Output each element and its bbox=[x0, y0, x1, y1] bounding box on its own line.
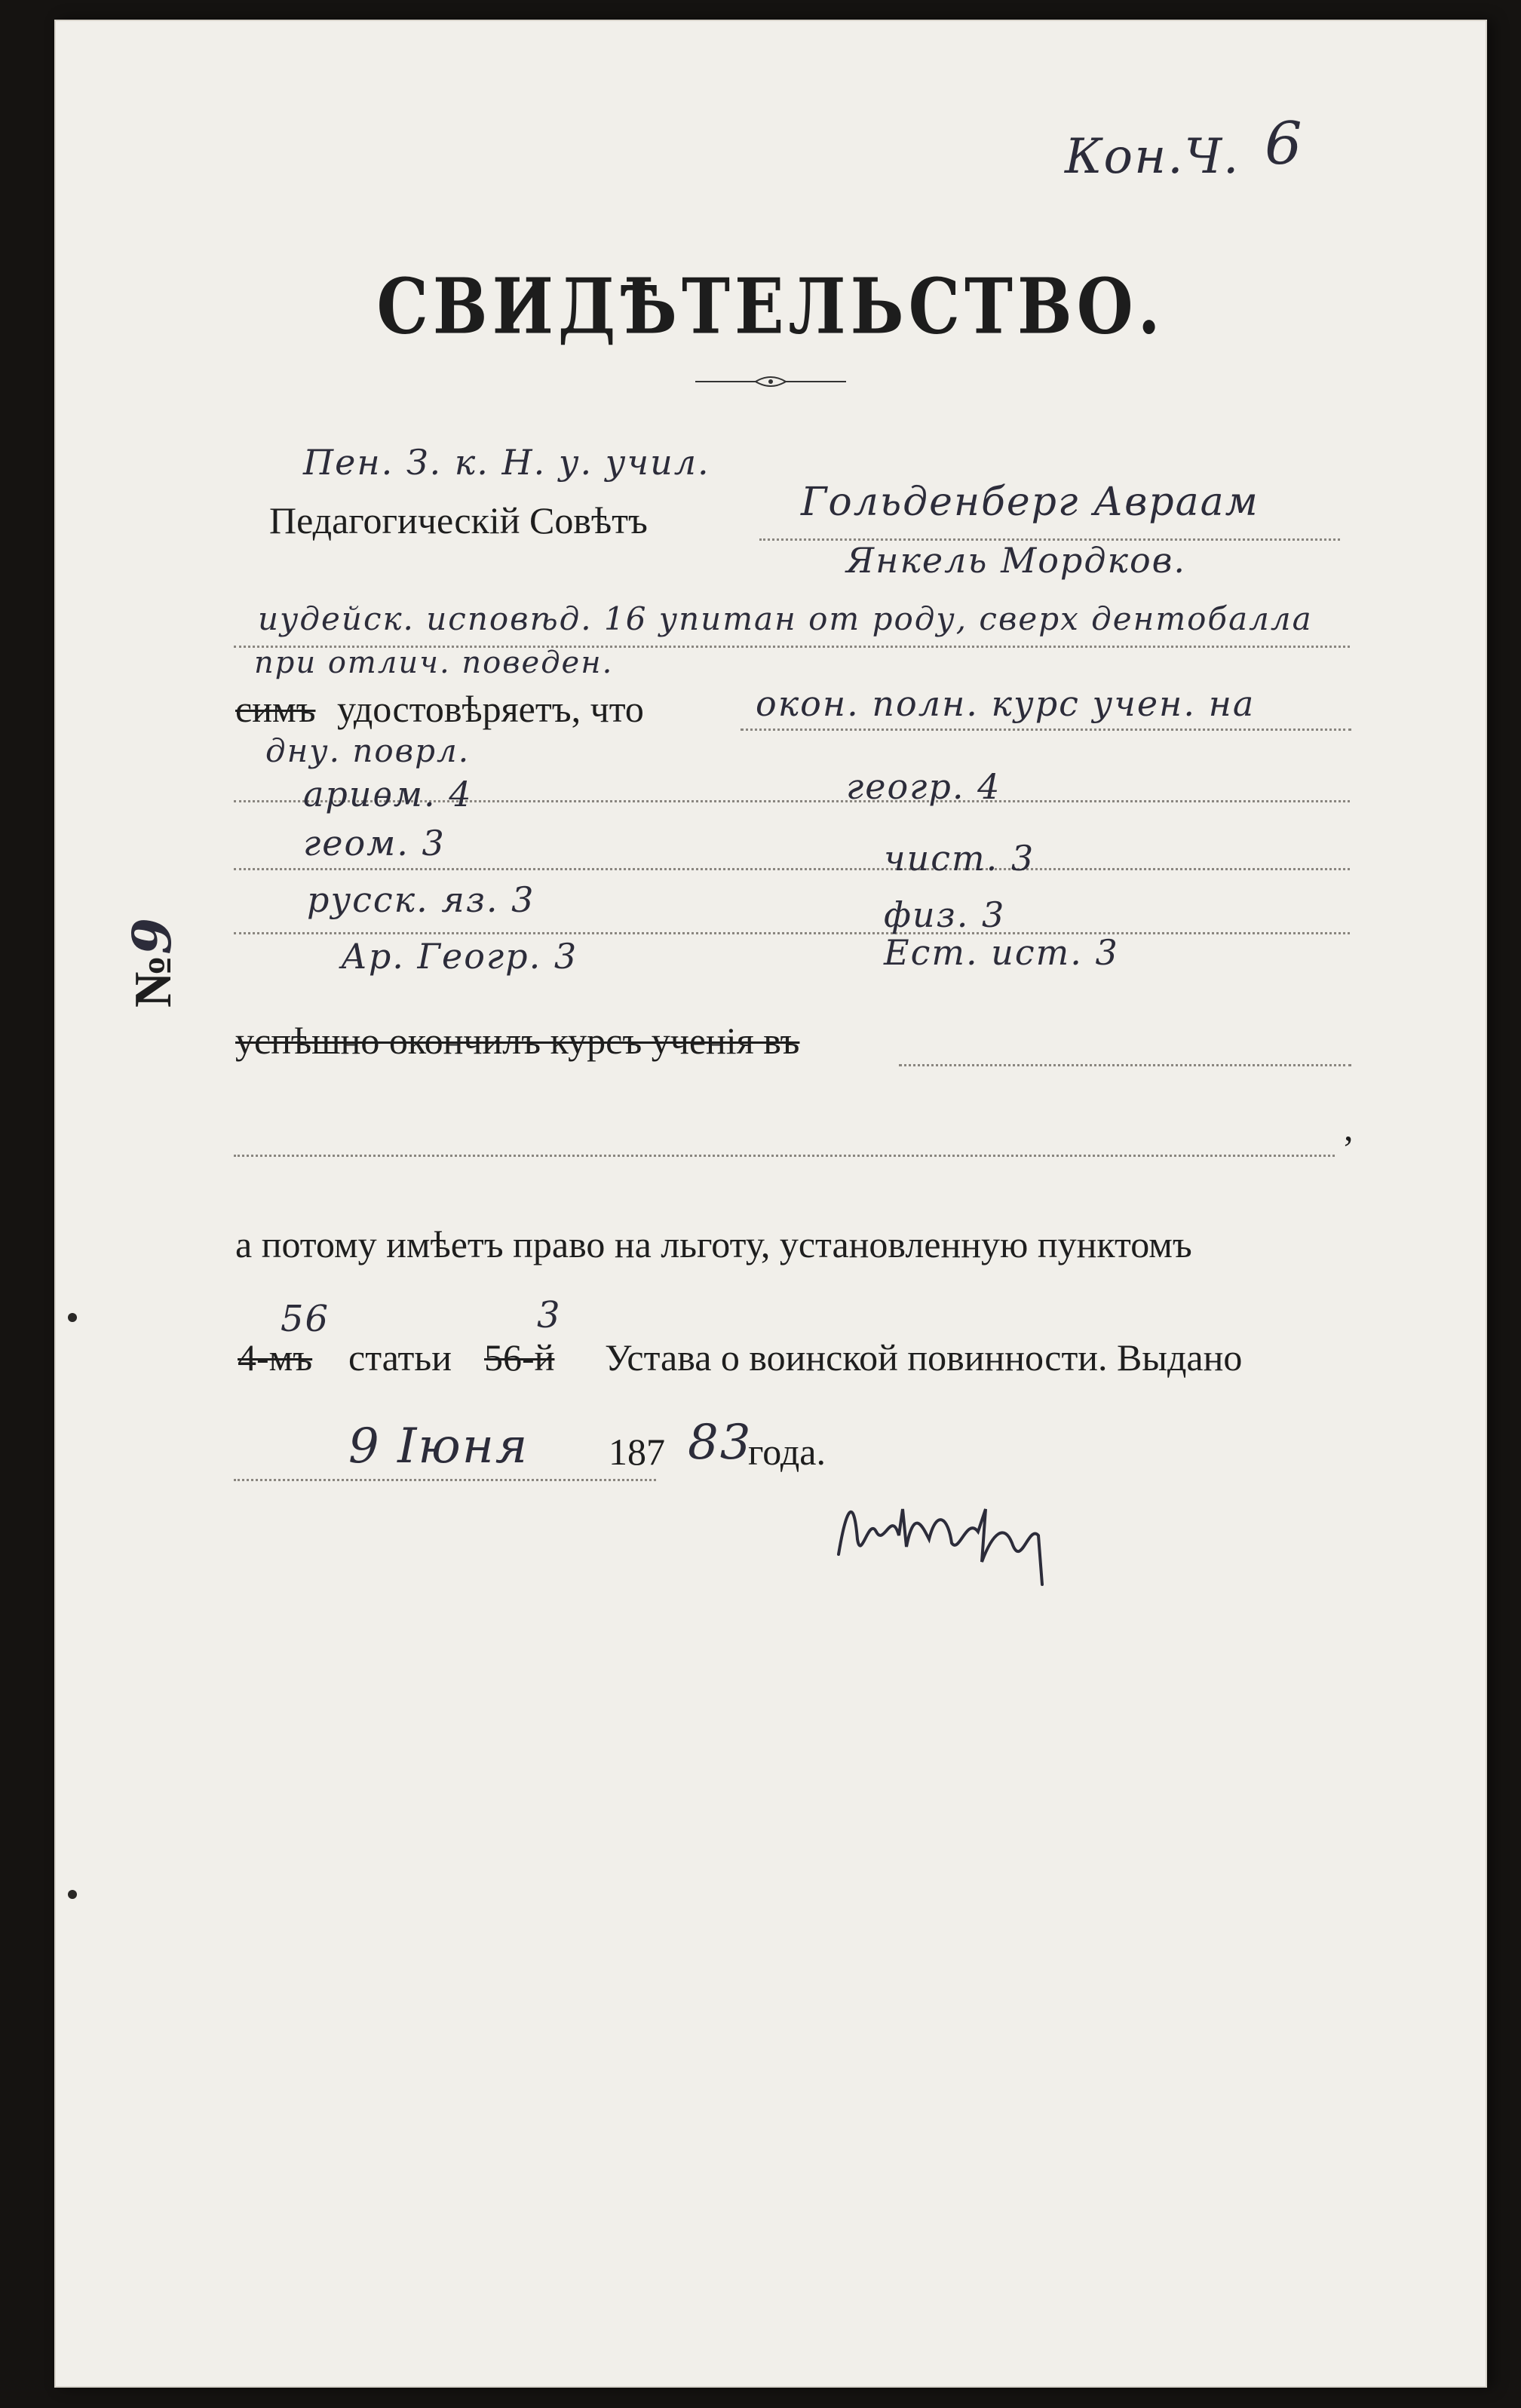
printed-statute: Устава о воинской повинности. Выдано bbox=[605, 1336, 1243, 1379]
dotted-line bbox=[234, 932, 1350, 934]
handwritten-line-c: окон. полн. курс учен. на bbox=[756, 683, 1256, 724]
corner-note: Кон.Ч. bbox=[1065, 129, 1240, 185]
grade-left-3: русск. яз. 3 bbox=[307, 879, 535, 920]
handwritten-line-b: при отлич. поведен. bbox=[254, 646, 614, 680]
grade-right-1: геогр. 4 bbox=[846, 766, 1001, 807]
year-digits: 83 bbox=[688, 1415, 753, 1471]
corner-number: 6 bbox=[1265, 110, 1304, 178]
point-correction: 56 bbox=[281, 1298, 330, 1340]
dotted-line bbox=[899, 1064, 1351, 1066]
printed-council: Педагогическій Совѣтъ bbox=[269, 499, 648, 541]
printed-article-num: 56-й bbox=[484, 1336, 555, 1379]
printed-article-text: статьи bbox=[348, 1336, 452, 1379]
certificate-sheet bbox=[54, 20, 1487, 2388]
grade-left-2: геом. 3 bbox=[303, 823, 446, 864]
title-ornament bbox=[695, 373, 846, 391]
printed-year-suffix: года. bbox=[748, 1431, 826, 1473]
handwritten-line-d: дну. поврл. bbox=[265, 732, 471, 769]
number-label: № bbox=[124, 954, 182, 1008]
punch-hole-bottom bbox=[68, 1890, 77, 1899]
punch-hole-top bbox=[68, 1313, 77, 1322]
grade-left-4: Ар. Геогр. 3 bbox=[341, 936, 578, 977]
handwritten-line-a: иудейск. исповѣд. 16 упитан от роду, сверх дентобалла bbox=[258, 600, 1313, 637]
grade-right-4: Ест. ист. 3 bbox=[884, 932, 1119, 973]
signature bbox=[823, 1464, 1080, 1592]
dotted-line bbox=[234, 1155, 1335, 1157]
number-value: 9 bbox=[121, 916, 183, 955]
printed-right-line: а потому имѣетъ право на льготу, установленную пунктомъ bbox=[235, 1223, 1192, 1265]
printed-certifies-a: симъ bbox=[235, 688, 316, 730]
handwritten-name-2: Янкель Мордков. bbox=[846, 540, 1187, 581]
date-day: 9 Іюня bbox=[348, 1419, 529, 1474]
printed-comma: , bbox=[1344, 1106, 1354, 1149]
certificate-number bbox=[121, 916, 184, 1008]
printed-year-prefix: 187 bbox=[609, 1431, 665, 1473]
article-correction: 3 bbox=[537, 1294, 562, 1336]
grade-right-2: чист. 3 bbox=[884, 838, 1035, 879]
dotted-line bbox=[234, 868, 1350, 870]
handwritten-school: Пен. З. к. Н. у. учил. bbox=[303, 442, 710, 483]
printed-completed: успѣшно окончилъ курсъ ученія въ bbox=[235, 1020, 800, 1062]
printed-certifies-b: удостовѣряетъ, что bbox=[337, 688, 644, 730]
dotted-line bbox=[741, 729, 1351, 731]
grade-left-1: ариѳм. 4 bbox=[303, 774, 473, 814]
dotted-line bbox=[234, 1479, 656, 1481]
document-title: СВИДѢТЕЛЬСТВО. bbox=[376, 261, 1165, 352]
handwritten-name-1: Гольденберг Авраам bbox=[801, 480, 1259, 525]
printed-point: 4-мъ bbox=[238, 1336, 313, 1379]
grade-right-3: физ. 3 bbox=[884, 894, 1006, 935]
